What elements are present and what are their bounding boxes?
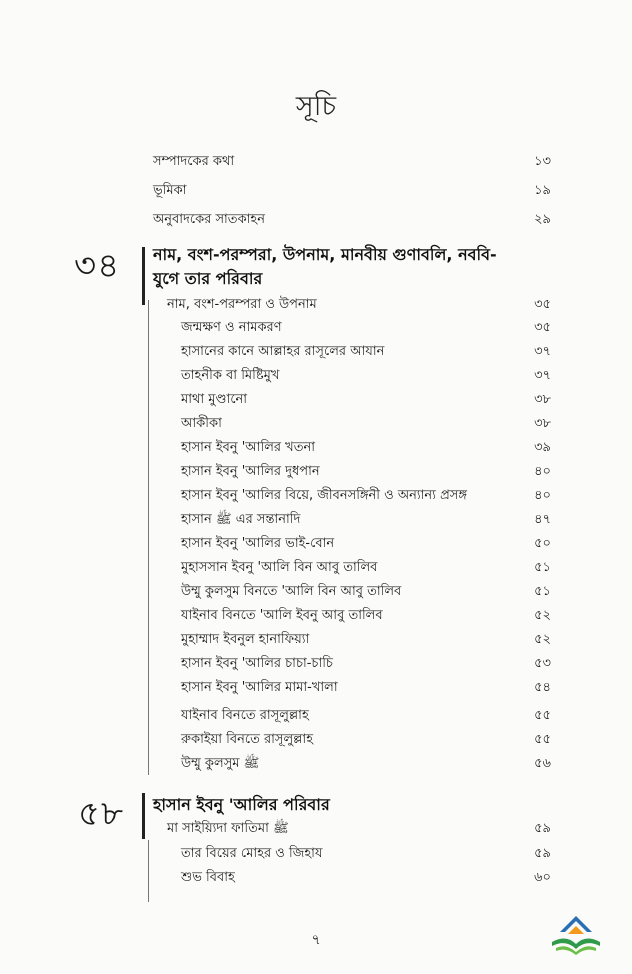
toc-entry-label: হাসান ﷺ এর সন্তানাদি	[181, 512, 301, 527]
page-number: ৭	[311, 932, 321, 948]
toc-entry-label: জন্মক্ষণ ও নামকরণ	[181, 320, 282, 335]
chapter-title-line: নাম, বংশ-পরম্পরা, উপনাম, মানবীয় গুণাবলি, নববি-	[153, 245, 497, 264]
toc-entry-page: ৪০	[534, 464, 551, 479]
toc-entry-page: ৩৫	[534, 297, 551, 312]
toc-entry-label: মুহাসসান ইবনু 'আলি বিন আবু তালিব	[181, 560, 378, 575]
toc-entry-page: ১৩	[534, 154, 551, 169]
toc-entry-label: মুহাম্মাদ ইবনুল হানাফিয়্যা	[181, 632, 310, 647]
toc-entry-page: ৪৭	[534, 512, 551, 527]
toc-entry-page: ৫৯	[534, 821, 551, 836]
toc-entry-label: হাসান ইবনু 'আলির চাচা-চাচি	[181, 656, 333, 671]
chapter-title[interactable]	[153, 243, 497, 291]
toc-entry-label: হাসান ইবনু 'আলির বিয়ে, জীবনসঙ্গিনী ও অন্যান্য প্রসঙ্গ	[181, 488, 467, 503]
logo-peak-icon	[568, 926, 584, 934]
toc-entry-label: হাসান ইবনু 'আলির খতনা	[181, 440, 315, 455]
toc-entry-page: ৩৮	[534, 416, 551, 431]
chapter-rule	[148, 300, 149, 775]
toc-entry-label: যাইনাব বিনতে 'আলি ইবনু আবু তালিব	[181, 608, 383, 623]
toc-entry-page: ১৯	[534, 183, 551, 198]
toc-entry-page: ৫৩	[534, 656, 551, 671]
chapter-number: ৫৮	[78, 794, 125, 834]
toc-entry-page: ৫২	[534, 608, 551, 623]
chapter-title[interactable]: হাসান ইবনু 'আলির পরিবার	[153, 795, 330, 814]
toc-entry-page: ৫৯	[534, 846, 551, 861]
toc-entry-label: রুকাইয়া বিনতে রাসূলুল্লাহ	[181, 732, 314, 747]
toc-entry-label: যাইনাব বিনতে রাসূলুল্লাহ	[181, 708, 309, 723]
toc-entry-page: ৫৫	[534, 708, 551, 723]
toc-entry-label: তার বিয়ের মোহর ও জিহায	[181, 846, 323, 861]
toc-entry-label: অনুবাদকের সাতকাহন	[153, 212, 266, 227]
toc-entry-label: হাসান ইবনু 'আলির ভাই-বোন	[181, 536, 335, 551]
toc-entry-label: মা সাইয়্যিদা ফাতিমা ﷺ	[167, 821, 289, 836]
toc-entry-page: ৩৫	[534, 320, 551, 335]
toc-entry-label: আকীকা	[181, 416, 222, 431]
toc-entry-page: ২৯	[534, 212, 551, 227]
toc-entry-page: ৫০	[534, 536, 551, 551]
toc-entry-page: ৫৬	[534, 756, 551, 771]
toc-entry-label: তাহনীক বা মিষ্টিমুখ	[181, 368, 280, 383]
publisher-logo-icon	[546, 912, 606, 962]
toc-entry-page: ৩৭	[534, 344, 551, 359]
toc-entry-label: নাম, বংশ-পরম্পরা ও উপনাম	[167, 297, 317, 312]
toc-entry-page: ৩৯	[534, 440, 551, 455]
page-title: সূচি	[295, 91, 337, 122]
chapter-rule	[148, 840, 149, 902]
chapter-divider	[142, 793, 145, 839]
toc-entry-page: ৫৫	[534, 732, 551, 747]
toc-entry-label: উম্মু কুলসুম বিনতে 'আলি বিন আবু তালিব	[181, 584, 402, 599]
toc-entry-page: ৩৭	[534, 368, 551, 383]
chapter-number: ৩৪	[74, 246, 121, 286]
toc-entry-label: সম্পাদকের কথা	[153, 154, 235, 169]
toc-entry-page: ৫৪	[534, 680, 551, 695]
chapter-title-line: যুগে তার পরিবার	[153, 269, 263, 288]
toc-entry-label: হাসান ইবনু 'আলির দুধপান	[181, 464, 320, 479]
chapter-divider	[142, 247, 145, 305]
toc-entry-label: হাসানের কানে আল্লাহর রাসূলের আযান	[181, 344, 385, 359]
toc-entry-label: উম্মু কুলসুম ﷺ	[181, 756, 260, 771]
toc-entry-page: ৫১	[534, 584, 551, 599]
toc-entry-page: ৫২	[534, 632, 551, 647]
toc-entry-page: ৪০	[534, 488, 551, 503]
toc-entry-label: হাসান ইবনু 'আলির মামা-খালা	[181, 680, 338, 695]
toc-entry-label: ভূমিকা	[153, 183, 187, 198]
toc-entry-page: ৫১	[534, 560, 551, 575]
toc-entry-label: মাথা মুণ্ডানো	[181, 392, 248, 407]
toc-entry-page: ৬০	[534, 870, 551, 885]
toc-entry-label: শুভ বিবাহ	[181, 870, 235, 885]
toc-entry-page: ৩৮	[534, 392, 551, 407]
